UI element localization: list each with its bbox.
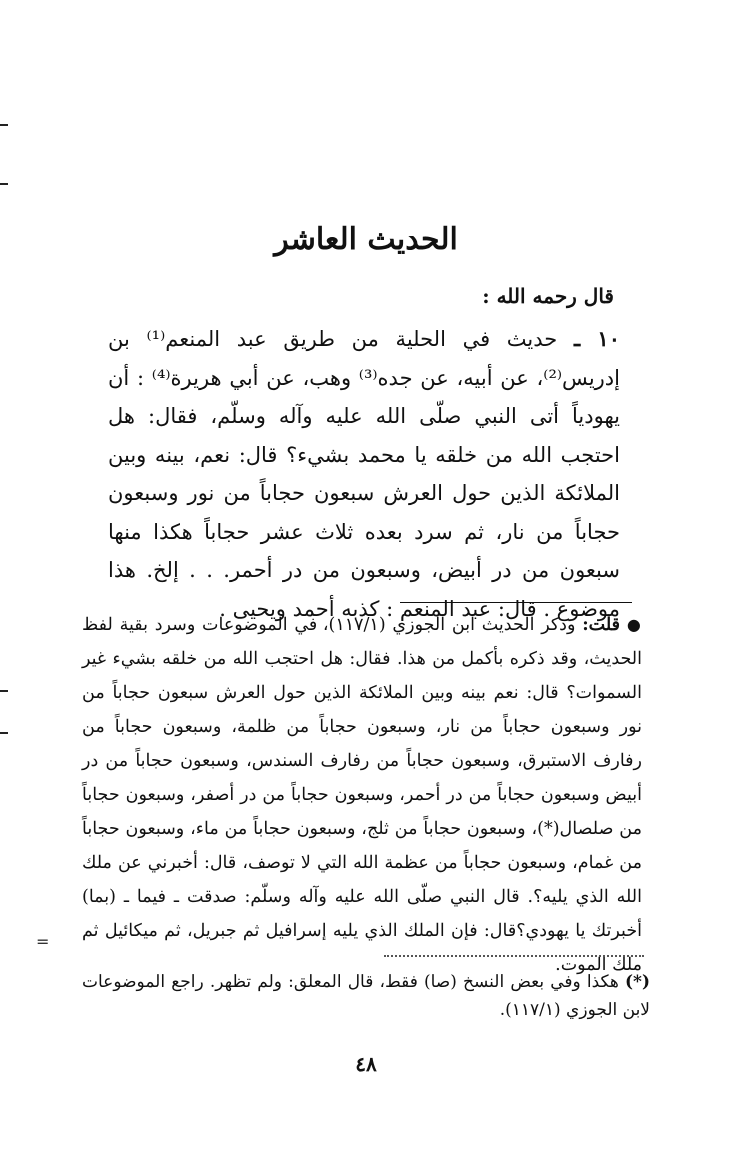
- hadith-paragraph: [108, 320, 620, 628]
- scan-margin-mark: [0, 183, 8, 185]
- footnote-text: هكذا وفي بعض النسخ (صا) فقط، قال المعلق: ولم تظهر. راجع الموضوعات لابن الجوزي (١١٧/١).: [82, 972, 650, 1020]
- scan-margin-mark: [0, 732, 8, 734]
- margin-mark: =: [36, 932, 50, 951]
- page-number: ٤٨: [355, 1052, 377, 1076]
- hadith-text: حديث في الحلية من طريق عبد المنعم⁽¹⁾ بن إدريس⁽²⁾، عن أبيه، عن جده⁽³⁾ وهب، عن أبي هريرة⁽⁴⁾ : أن يهودياً أتى النبي صلّى الله عليه وآله وسلّم، فقال: هل احتجب الله من خلقه يا محمد بشيء؟ قال: نعم، بينه وبين الملائكة الذين حول العرش سبعون حجاباً من نور وسبعون حجاباً من نار، ثم سرد بعده ثلاث عشر حجاباً هكذا منها سبعون من در أبيض، وسبعون من در أحمر. . . إلخ. هذا موضوع . قال: عبد المنعم : كذبه أحمد ويحيى .: [108, 327, 620, 621]
- scan-margin-mark: [0, 124, 8, 126]
- hadith-number: ١٠ ـ: [573, 326, 620, 351]
- bullet-icon: ●: [626, 615, 642, 634]
- footnote-separator: [400, 602, 632, 603]
- dotted-separator: [384, 955, 644, 957]
- intro-line: قال رحمه الله :: [482, 284, 614, 308]
- commentary-text: وذكر الحديث ابن الجوزي (١١٧/١)، في الموضوعات وسرد بقية لفظ الحديث، وقد ذكره بأكمل من هذا. فقال: هل احتجب الله من خلقه بشيء غير السموات؟ قال: نعم بينه وبين الملائكة الذين حول العرش سبعون حجاباً من نور وسبعون حجاباً من نار، وسبعون حجاباً من ظلمة، وسبعون حجاباً من رفارف الاستبرق، وسبعون حجاباً من رفارف السندس، وسبعون حجاباً من در أبيض وسبعون حجاباً من در أحمر، وسبعون حجاباً من در أصفر، وسبعون حجاباً من صلصال(*)، وسبعون حجاباً من ثلج، وسبعون حجاباً من ماء، وسبعون حجاباً من غمام، وسبعون حجاباً من عظمة الله التي لا توصف، قال: أخبرني عن ملك الله الذي يليه؟. قال النبي صلّى الله عليه وآله وسلّم: صدقت ـ فيما ـ (بما) أخبرتك يا يهودي؟قال: فإن الملك الذي يليه إسرافيل ثم جبريل، ثم ميكائيل ثم ملك الموت.: [82, 615, 642, 975]
- footnote-marker: (*): [625, 972, 650, 992]
- footnote: [82, 968, 650, 1024]
- scan-margin-mark: [0, 690, 8, 692]
- commentary-paragraph: [82, 608, 642, 982]
- chapter-title: الحديث العاشر: [274, 222, 458, 257]
- commentary-label: قلت:: [582, 615, 621, 635]
